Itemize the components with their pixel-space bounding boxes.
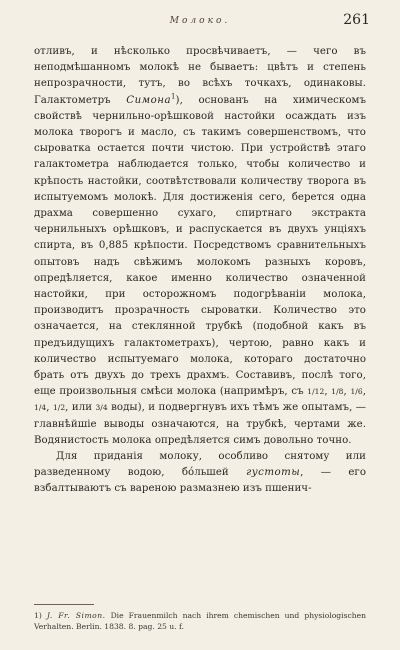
- footnote-marker: 1): [34, 611, 47, 620]
- fraction: 3/4: [95, 403, 108, 413]
- fraction: 1/12: [307, 387, 325, 397]
- paragraph-text: ), основанъ на химическомъ свойствѣ чернильно-орѣшковой настойки осаждать изъ молока творогъ и масло, съ такимъ совершенствомъ, что сыровaтка остается почти чистою. При устройствѣ этаго галактометра наблюдается только, чтобы количество и крѣпость настойки, соотвѣтствовали количеству творога въ испытуемомъ молокѣ. Для достиженія сего, берется одна драхма совершенно сухаго, спиртнаго экстракта чернильныхъ орѣшковъ, и распускается въ двухъ унціяхъ спирта, въ 0,885 крѣпости. Посредствомъ сравнительныхъ опытовъ надъ свѣжимъ молокомъ разныхъ коровъ, опредѣляется, какое именно количество означенной настойки, при осторожномъ подогрѣваніи молока, производитъ прозрачность сыровaтки. Количество это означается, на стеклянной трубкѣ (подобной какъ въ предъидущихъ галактометрахъ), чертою, равно какъ и количество испытуемаго молока, котораго достаточно брать отъ двухъ до трехъ драхмъ. Составивъ, послѣ того, еще произвольныя смѣси молока (напримѣръ, съ: [34, 94, 367, 398]
- fraction: 1/6: [350, 387, 363, 397]
- paragraph-text: воды), и подвергнувъ ихъ тѣмъ же опытамъ, — главнѣйшіе выводы означаются, на трубкѣ, чертами же. Водянистость молока опредѣляется симъ довольно точно.: [34, 402, 367, 446]
- author-name: Симона: [126, 94, 172, 106]
- body-text: [34, 44, 366, 498]
- fraction: 1/2: [52, 403, 66, 413]
- separator: , или: [65, 402, 96, 414]
- fraction: 1/4: [34, 403, 47, 413]
- separator: ,: [46, 402, 53, 414]
- page-header: [0, 12, 400, 32]
- separator: ,: [362, 386, 366, 398]
- paragraph-galactometer: [34, 44, 366, 449]
- footnote-author: J. Fr. Simon.: [46, 611, 106, 620]
- running-head: Молоко.: [169, 16, 231, 26]
- footnote: [34, 610, 366, 632]
- footnote-reference: 1: [171, 92, 176, 101]
- paragraph-text: , — его взбалтываютъ съ вареною размазнею изъ пшенич-: [34, 467, 366, 495]
- paragraph-thickening: [34, 449, 366, 498]
- paragraph-text: отливъ, и нѣсколько просвѣчиваетъ, — чего въ неподмѣшанномъ молокѣ не бываетъ: цвѣтъ и степень непрозрачности, тутъ, во всѣхъ точкахъ, одинаковы. Галактометръ: [34, 46, 366, 106]
- footnote-divider: [34, 604, 94, 605]
- separator: ,: [343, 386, 351, 398]
- fraction: 1/8: [331, 387, 344, 397]
- separator: ,: [324, 386, 332, 398]
- emphasis-text: густоты: [246, 467, 301, 479]
- footnote-text: Die Frauenmilch nach ihrem chemischen und physiologischen Verhalten. Berlin. 1838. 8. pag. 25 u. f.: [34, 611, 367, 631]
- paragraph-text: Для приданія молоку, особливо снятому или разведенному водою, бóльшей: [34, 451, 366, 479]
- page-number: 261: [343, 12, 370, 28]
